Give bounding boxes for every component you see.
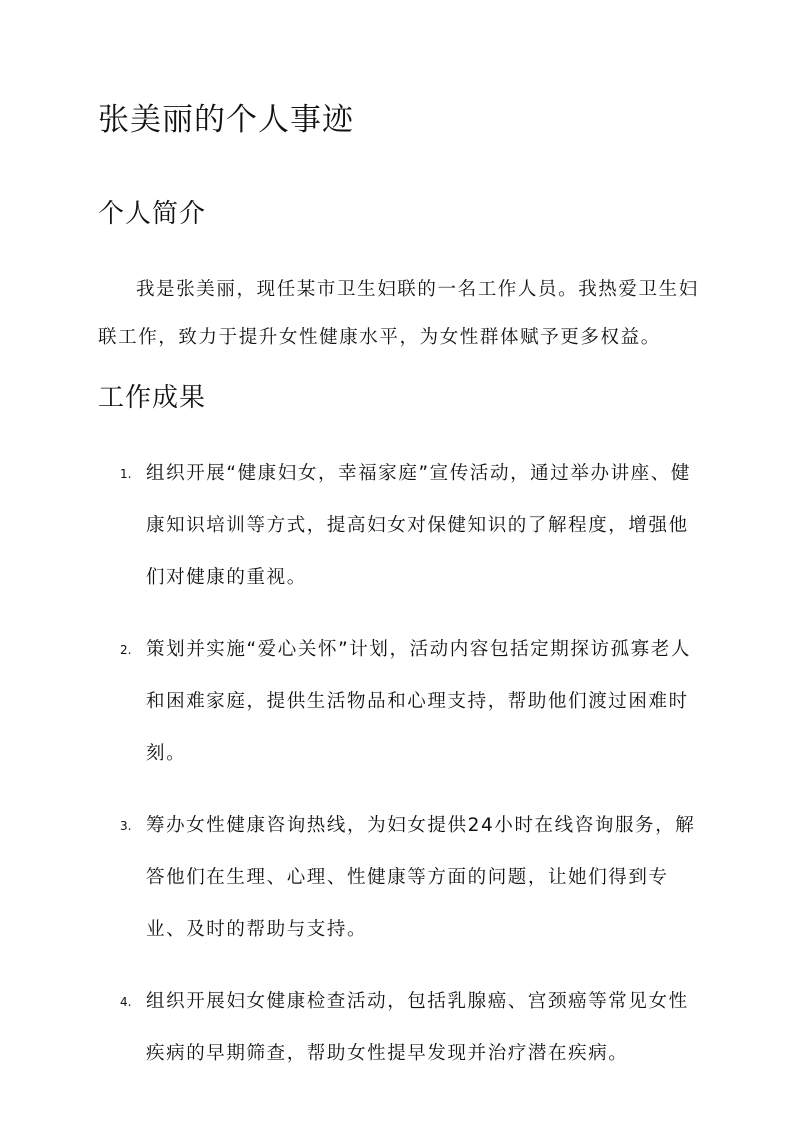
list-item-text: 策划并实施“爱心关怀”计划，活动内容包括定期探访孤寡老人和困难家庭，提供生活物品和心理支持，帮助他们渡过困难时刻。 xyxy=(146,639,691,764)
list-item-number: 4. xyxy=(120,995,132,1009)
list-item xyxy=(98,800,708,956)
list-item-text: 组织开展妇女健康检查活动，包括乳腺癌、宫颈癌等常见女性疾病的早期筛查，帮助女性提早发现并治疗潜在疾病。 xyxy=(146,991,689,1064)
list-item-text: 组织开展“健康妇女，幸福家庭”宣传活动，通过举办讲座、健康知识培训等方式，提高妇女对保健知识的了解程度，增强他们对健康的重视。 xyxy=(146,463,691,588)
list-item xyxy=(98,624,708,780)
list-item-number: 1. xyxy=(120,467,132,481)
list-item-number: 2. xyxy=(120,643,132,657)
section-heading-intro: 个人简介 xyxy=(98,199,207,229)
list-item-number: 3. xyxy=(120,819,132,833)
results-list xyxy=(98,448,708,1100)
list-item xyxy=(98,976,708,1080)
intro-paragraph: 我是张美丽，现任某市卫生妇联的一名工作人员。我热爱卫生妇联工作，致力于提升女性健康水平，为女性群体赋予更多权益。 xyxy=(98,279,699,348)
document-title: 张美丽的个人事迹 xyxy=(98,102,354,138)
list-item-text: 筹办女性健康咨询热线，为妇女提供24小时在线咨询服务，解答他们在生理、心理、性健康等方面的问题，让她们得到专业、及时的帮助与支持。 xyxy=(146,815,696,940)
list-item xyxy=(98,448,708,604)
section-heading-results: 工作成果 xyxy=(98,383,207,413)
